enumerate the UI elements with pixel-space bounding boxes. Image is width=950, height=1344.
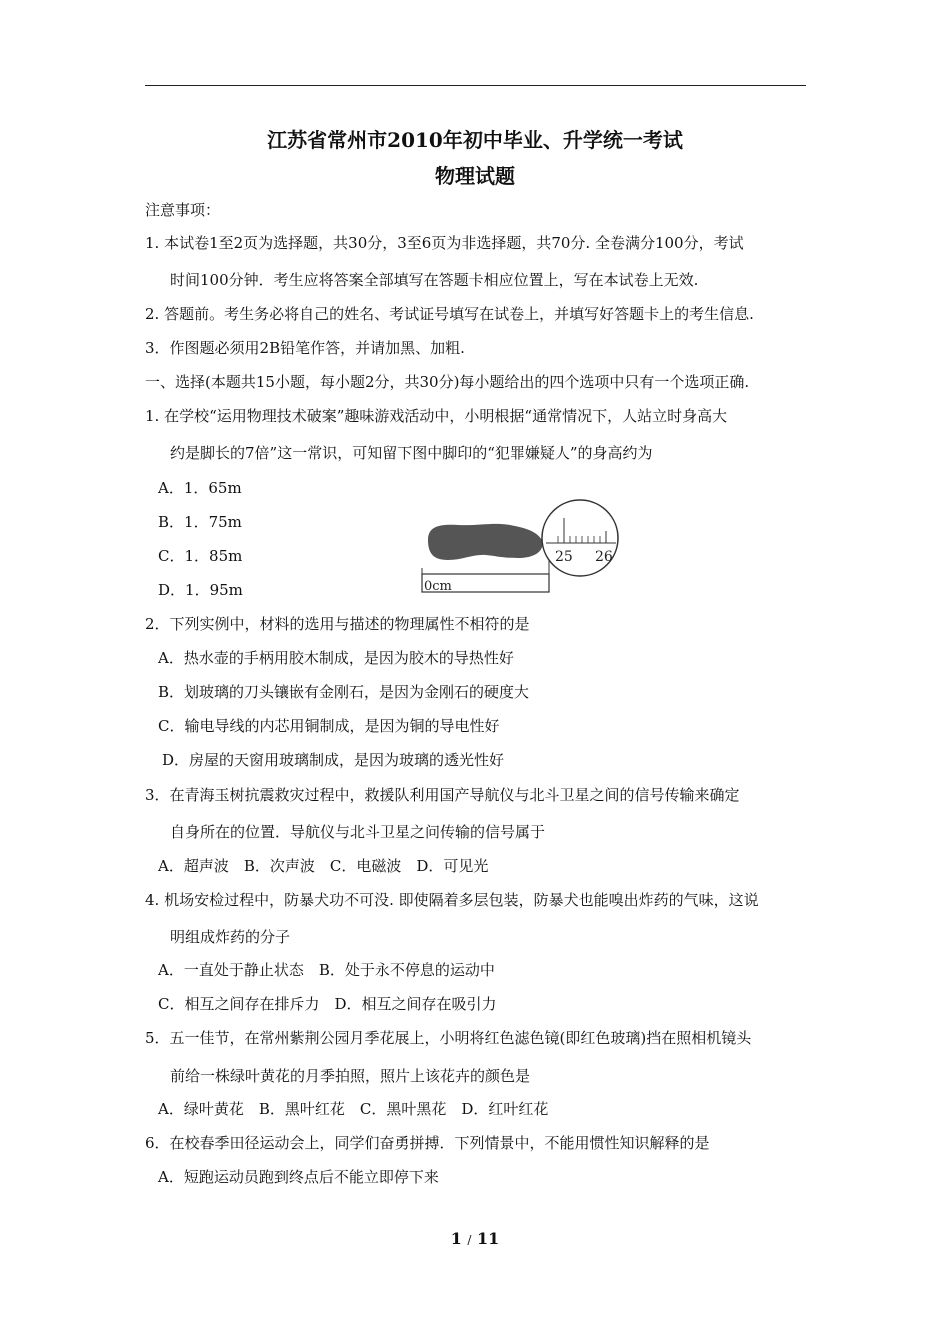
q3-options: A．超声波 B．次声波 C．电磁波 D．可见光 — [158, 857, 489, 875]
notice-1-cont: 时间100分钟．考生应将答案全部填写在答题卡相应位置上，写在本试卷上无效. — [170, 271, 699, 289]
q2-stem: 2．下列实例中，材料的选用与描述的物理属性不相符的是 — [145, 615, 530, 633]
page-separator: / — [467, 1233, 472, 1247]
magnifier-label-left: 25 — [555, 549, 573, 565]
footprint-shape — [428, 524, 543, 560]
q6-option-a: A．短跑运动员跑到终点后不能立即停下来 — [158, 1168, 439, 1186]
q4-options-ab: A．一直处于静止状态 B．处于永不停息的运动中 — [158, 961, 495, 979]
q4-stem: 4. 机场安检过程中，防暴犬功不可没. 即使隔着多层包装，防暴犬也能嗅出炸药的气味，这说 — [145, 891, 759, 909]
q1-option-a: A．1．65m — [158, 479, 242, 497]
q5-stem: 5．五一佳节，在常州紫荆公园月季花展上，小明将红色滤色镜(即红色玻璃)挡在照相机镜头 — [145, 1029, 752, 1047]
q1-option-c: C．1．85m — [158, 547, 243, 565]
ruler-label: 0cm — [424, 579, 452, 594]
notice-3: 3．作图题必须用2B铅笔作答，并请加黑、加粗. — [145, 339, 465, 357]
top-rule — [145, 85, 806, 86]
notice-2: 2. 答题前。考生务必将自己的姓名、考试证号填写在试卷上，并填写好答题卡上的考生信息. — [145, 305, 754, 323]
page-current: 1 — [450, 1229, 462, 1248]
q2-option-a: A．热水壶的手柄用胶木制成，是因为胶木的导热性好 — [158, 649, 514, 667]
page-number — [0, 1229, 950, 1248]
q5-options: A．绿叶黄花 B．黑叶红花 C．黑叶黑花 D．红叶红花 — [158, 1100, 549, 1118]
notice-1: 1. 本试卷1至2页为选择题，共30分，3至6页为非选择题，共70分. 全卷满分100分，考试 — [145, 234, 744, 252]
q1-stem: 1. 在学校“运用物理技术破案”趣味游戏活动中，小明根据“通常情况下，人站立时身高大 — [145, 407, 728, 425]
exam-subtitle: 物理试题 — [435, 164, 515, 188]
section-heading: 一、选择(本题共15小题，每小题2分，共30分)每小题给出的四个选项中只有一个选项正确. — [145, 373, 750, 391]
magnifier-label-right: 26 — [595, 549, 613, 565]
q2-option-d: D．房屋的天窗用玻璃制成，是因为玻璃的透光性好 — [162, 751, 505, 769]
page-total: 11 — [477, 1229, 500, 1248]
q6-stem: 6．在校春季田径运动会上，同学们奋勇拼搏．下列情景中，不能用惯性知识解释的是 — [145, 1134, 710, 1152]
q1-option-d: D．1．95m — [158, 581, 243, 599]
q5-stem-cont: 前给一株绿叶黄花的月季拍照，照片上该花卉的颜色是 — [170, 1067, 531, 1085]
exam-title: 江苏省常州市2010年初中毕业、升学统一考试 — [267, 128, 683, 152]
footprint-figure — [418, 498, 623, 598]
q1-stem-cont: 约是脚长的7倍”这一常识，可知留下图中脚印的“犯罪嫌疑人”的身高约为 — [170, 444, 653, 462]
notice-heading: 注意事项： — [145, 201, 221, 219]
q3-stem: 3．在青海玉树抗震救灾过程中，救援队利用国产导航仪与北斗卫星之间的信号传输来确定 — [145, 786, 740, 804]
q4-stem-cont: 明组成炸药的分子 — [170, 928, 291, 946]
q1-option-b: B．1．75m — [158, 513, 242, 531]
q2-option-b: B．划玻璃的刀头镶嵌有金刚石，是因为金刚石的硬度大 — [158, 683, 530, 701]
q3-stem-cont: 自身所在的位置．导航仪与北斗卫星之问传输的信号属于 — [170, 823, 546, 841]
q4-options-cd: C．相互之间存在排斥力 D．相互之间存在吸引力 — [158, 995, 497, 1013]
q2-option-c: C．输电导线的内芯用铜制成，是因为铜的导电性好 — [158, 717, 500, 735]
